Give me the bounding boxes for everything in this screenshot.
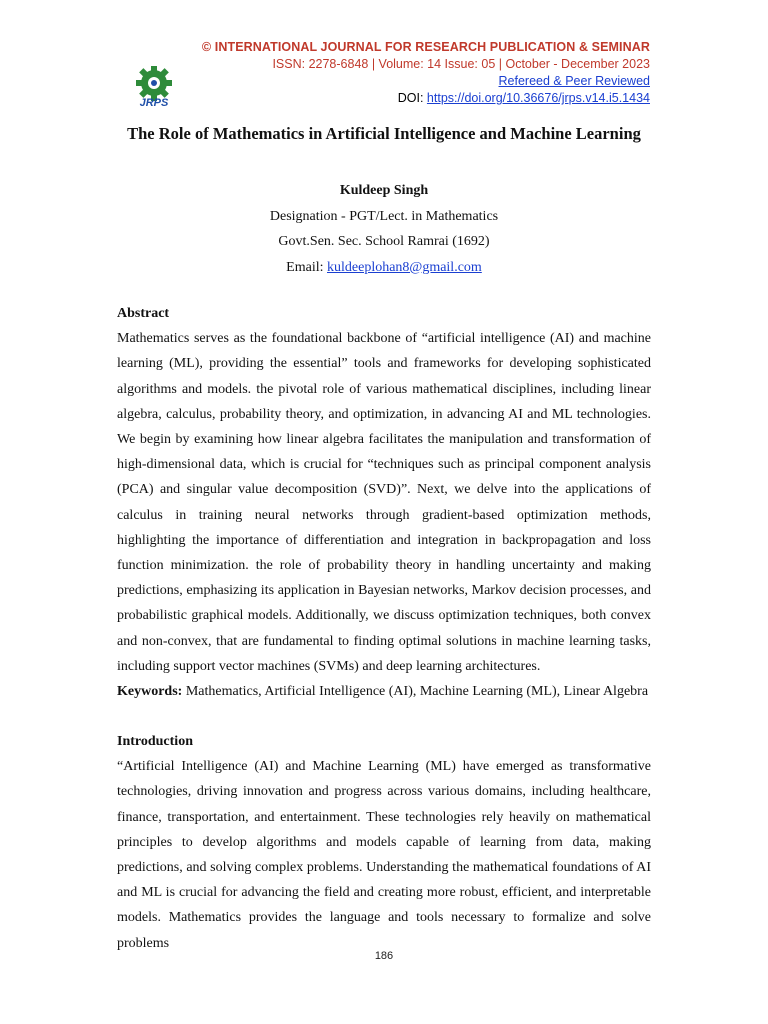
abstract-text: Mathematics serves as the foundational backbone of “artificial intelligence (AI) and machine learning (ML), providing the essential” tools and frameworks for developing sophisticated algorithms and models. the pivotal role of various mathematical disciplines, including linear algebra, calculus, probability theory, and optimization, in advancing AI and ML technologies. We begin by examining how linear algebra facilitates the manipulation and transformation of high-dimensional data, which is crucial for “techniques such as principal component analysis (PCA) and singular value decomposition (SVD)”. Next, we delve into the applications of calculus in training neural networks through gradient-based optimization methods, highlighting the importance of differentiation and integration in backpropagation and loss function minimization. the role of probability theory in handling uncertainty and making predictions, emphasizing its application in Bayesian networks, Markov decision processes, and probabilistic graphical models. Additionally, we discuss optimization techniques, both convex and non-convex, that are fundamental to finding optimal solutions in machine learning tasks, including support vector machines (SVMs) and deep learning architectures. — [117, 331, 651, 674]
abstract-section — [117, 301, 651, 704]
page-number: 186 — [374, 950, 394, 962]
author-school: Govt.Sen. Sec. School Ramrai (1692) — [278, 234, 490, 249]
keywords-line — [117, 679, 651, 704]
author-name: Kuldeep Singh — [339, 183, 429, 198]
author-email-line — [0, 255, 768, 281]
doi-prefix: DOI: — [397, 91, 427, 105]
email-link[interactable]: kuldeeplohan8@gmail.com — [327, 259, 482, 275]
keywords-label: Keywords: — [117, 684, 183, 700]
journal-header — [202, 40, 650, 105]
introduction-text: “Artificial Intelligence (AI) and Machine Learning (ML) have emerged as transformative technologies, driving innovation and progress across various domains, including healthcare, finance, transportation, and entertainment. These technologies rely heavily on mathematical principles to develop algorithms and models capable of learning from data, making predictions, and solving complex problems. Understanding the mathematical foundations of AI and ML is crucial for advancing the field and creating more robust, efficient, and interpretable models. Mathematics provides the language and tools necessary to formalize and solve problems — [117, 759, 651, 951]
doi-line — [202, 91, 650, 105]
email-label: Email: — [286, 259, 327, 275]
gear-logo-icon — [126, 66, 182, 108]
issn-line: ISSN: 2278-6848 | Volume: 14 Issue: 05 | October - December 2023 — [272, 57, 650, 71]
keywords-text: Mathematics, Artificial Intelligence (AI), Machine Learning (ML), Linear Algebra — [182, 684, 649, 700]
introduction-heading: Introduction — [117, 734, 193, 749]
author-designation: Designation - PGT/Lect. in Mathematics — [269, 208, 499, 224]
journal-logo — [126, 66, 182, 108]
refereed-link[interactable]: Refereed & Peer Reviewed — [498, 74, 650, 88]
doi-link[interactable]: https://doi.org/10.36676/jrps.v14.i5.1434 — [426, 91, 650, 105]
journal-name: © INTERNATIONAL JOURNAL FOR RESEARCH PUBLICATION & SEMINAR — [201, 40, 650, 54]
author-block — [0, 178, 768, 280]
paper-title: The Role of Mathematics in Artificial Intelligence and Machine Learning — [127, 124, 641, 143]
introduction-section — [117, 729, 651, 956]
logo-text: JRPS — [139, 97, 169, 108]
abstract-heading: Abstract — [117, 306, 170, 321]
